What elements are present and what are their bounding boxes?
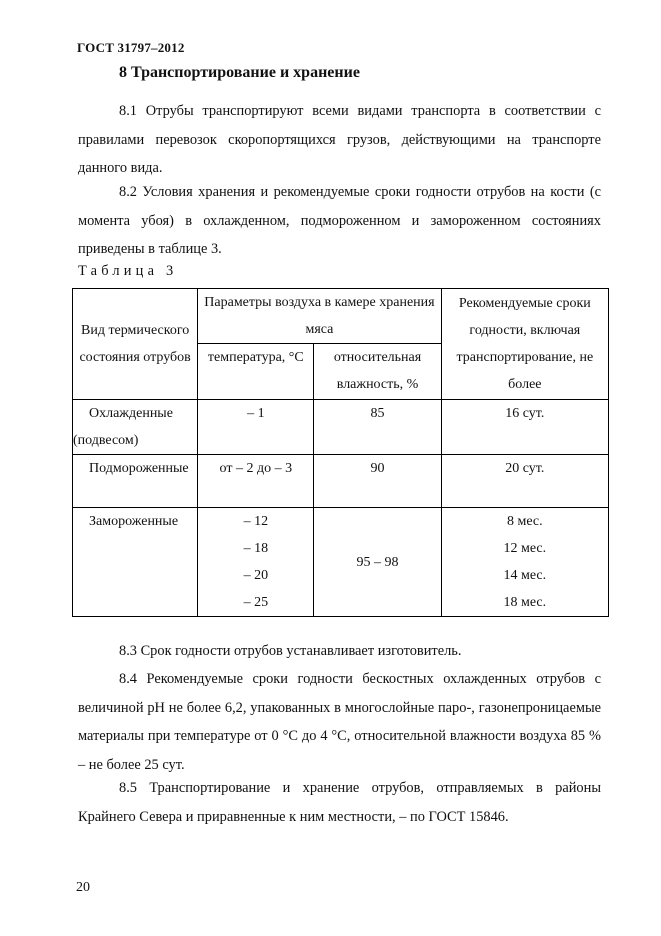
shelf-life-value: 14 мес. — [503, 568, 547, 583]
shelf-life-value: 8 мес. — [507, 514, 543, 529]
row-humidity: 85 — [314, 400, 441, 455]
shelf-life-value: 18 мес. — [503, 595, 547, 610]
standard-code: ГОСТ 31797–2012 — [77, 40, 185, 55]
section-title: 8 Транспортирование и хранение — [119, 64, 360, 81]
page-number: 20 — [76, 880, 90, 895]
row-humidity: 95 – 98 — [314, 508, 441, 617]
row-state-text: Подмороженные — [89, 461, 189, 476]
table-row — [73, 508, 609, 617]
row-shelf-life: 20 сут. — [441, 455, 608, 508]
row-state — [73, 400, 198, 455]
storage-table — [72, 288, 609, 617]
header-state: Вид термического состояния отрубов — [73, 289, 198, 400]
row-state — [73, 455, 198, 508]
row-state-text: Замороженные — [89, 514, 179, 529]
row-shelf-life — [441, 508, 608, 617]
paragraph-8-2: 8.2 Условия хранения и рекомендуемые сроки годности отрубов на кости (с момента убоя) в охлажденном, подмороженном и замороженном состояниях приведены в таблице 3. — [78, 184, 601, 257]
paragraph-8-5: 8.5 Транспортирование и хранение отрубов, отправляемых в районы Крайнего Севера и приравненные к ним местности, – по ГОСТ 15846. — [78, 780, 601, 825]
row-humidity: 90 — [314, 455, 441, 508]
table-caption: Таблица 3 — [78, 263, 178, 279]
row-state — [73, 508, 198, 617]
paragraph-8-1: 8.1 Отрубы транспортируют всеми видами транспорта в соответствии с правилами перевозок скоропортящихся грузов, действующими на транспорте данного вида. — [78, 103, 601, 176]
header-shelf-life: Рекомендуемые сроки годности, включая транспортирование, не более — [441, 289, 608, 400]
shelf-life-value: 12 мес. — [503, 541, 547, 556]
row-temperature: – 1 — [198, 400, 314, 455]
row-shelf-life: 16 сут. — [441, 400, 608, 455]
temperature-value: – 12 — [243, 514, 269, 529]
temperature-value: – 20 — [243, 568, 269, 583]
header-temperature: температура, °С — [198, 344, 314, 400]
paragraph-8-4: 8.4 Рекомендуемые сроки годности бескостных охлажденных отрубов с величиной рН не более 6,2, упакованных в многослойные паро-, газонепроницаемые материалы при температуре от 0 °С до 4 °С, относительной влажности воздуха 85 % – не более 25 сут. — [78, 671, 601, 773]
paragraph-8-3: 8.3 Срок годности отрубов устанавливает изготовитель. — [119, 643, 462, 659]
temperature-value: – 25 — [243, 595, 269, 610]
header-humidity: относительная влажность, % — [314, 344, 441, 400]
table-row — [73, 455, 609, 508]
temperature-value: – 18 — [243, 541, 269, 556]
row-state-text: Охлажденные (подвесом) — [73, 406, 173, 448]
row-temperature — [198, 508, 314, 617]
table-row — [73, 400, 609, 455]
row-temperature: от – 2 до – 3 — [198, 455, 314, 508]
header-air-params: Параметры воздуха в камере хранения мяса — [198, 289, 441, 344]
